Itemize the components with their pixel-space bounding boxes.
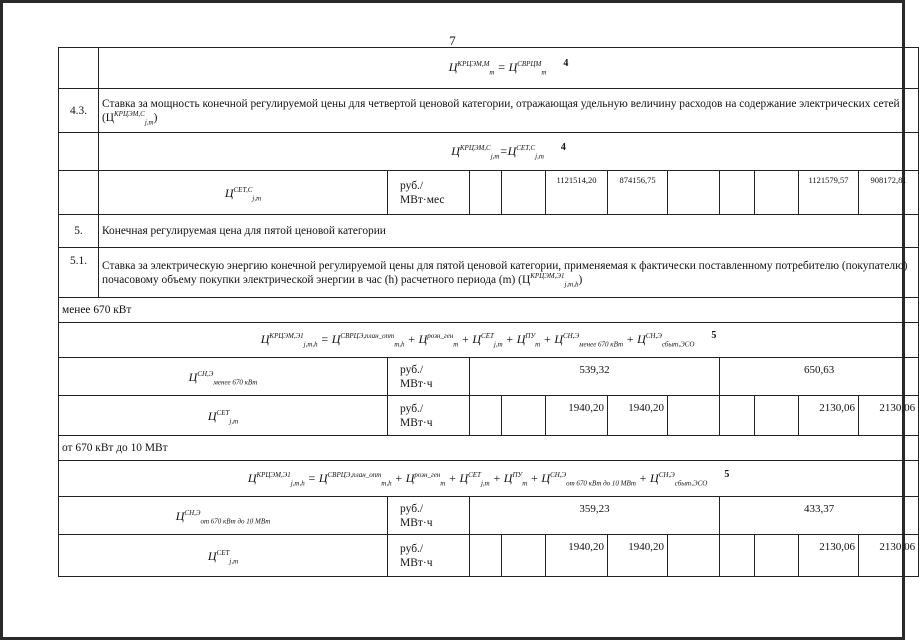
formula-reference: 4 xyxy=(563,58,569,69)
row-number: 5.1. xyxy=(59,248,99,298)
formula-krcem-c: $Ц^{КРЦЭМ,C}_{j,m}=Ц^{СЕТ,C}_{j,m}$ $^4$ xyxy=(99,133,919,171)
value-cell: 1940,20 xyxy=(608,535,668,577)
section-title: менее 670 кВт xyxy=(59,298,919,323)
symbol-set-c: $Ц^{СЕТ,C}_{j,m}$ xyxy=(99,171,388,215)
value-cell: 2130,06 xyxy=(859,535,919,577)
value-cell: 1121514,20 xyxy=(546,171,608,215)
section-title: от 670 кВт до 10 МВт xyxy=(59,436,919,461)
value-cell: 539,32 xyxy=(470,358,720,396)
value-cell: 1940,20 xyxy=(546,535,608,577)
formula-reference: 5 xyxy=(724,468,730,480)
formula-row-b xyxy=(59,461,919,497)
symbol-sn-b: $Ц^{СН,Э}_{от 670 кВт до 10 МВт}$ xyxy=(59,497,388,535)
formula-row-4-3 xyxy=(59,133,919,171)
value-cell: 433,37 xyxy=(720,497,919,535)
table-row-5-1 xyxy=(59,248,919,298)
value-row-sn-a xyxy=(59,358,919,396)
value-cell: 1940,20 xyxy=(608,396,668,436)
symbol-sn-a: $Ц^{СН,Э}_{менее 670 кВт}$ xyxy=(59,358,388,396)
unit-cell: руб./ МВт·ч xyxy=(388,358,470,396)
row-number: 4.3. xyxy=(59,89,99,133)
unit-cell: руб./ МВт·ч xyxy=(388,535,470,577)
formula-krcem-e1-a: $Ц^{КРЦЭМ,Э1}_{j,m,h} = Ц^{СВРЦЭ,план\_опт}_{m,h} + Ц^{розн\_ген}_m + Ц^{СЕТ}_{j,m} + Ц^{ПУ}_m + Ц^{СН,Э}_{менее 670 кВт} + Ц^{СН,Э}_{сбыт,ЭСО}$ $^5$ xyxy=(59,323,919,358)
section-header-a xyxy=(59,298,919,323)
row-description: Ставка за мощность конечной регулируемой цены для четвертой ценовой категории, отражающая удельную величину расходов на содержание электрических сетей $(Ц^{КРЦЭМ,C}_{j,m})$ xyxy=(99,89,919,133)
row-description: Ставка за электрическую энергию конечной регулируемой цены для пятой ценовой категории, применяемая к фактически поставленному потребителю (покупателю) почасовому объему покупки электрической энергии в час (h) расчетного периода (m) $(Ц^{КРЦЭМ,Э1}_{j,m,h})$ xyxy=(99,248,919,298)
row-number: 5. xyxy=(59,215,99,248)
unit-cell: руб./ МВт·ч xyxy=(388,497,470,535)
value-cell: 2130,06 xyxy=(859,396,919,436)
value-row-set-b xyxy=(59,535,919,577)
formula-krcem-m: $Ц^{КРЦЭМ,М}_m = Ц^{СВРЦМ}_m$ $^4$ xyxy=(99,48,919,89)
formula-reference: 5 xyxy=(711,330,717,341)
value-cell: 908172,81 xyxy=(859,171,919,215)
value-cell: 359,23 xyxy=(470,497,720,535)
value-cell: 874156,75 xyxy=(608,171,668,215)
section-header-b xyxy=(59,436,919,461)
value-row-sn-b xyxy=(59,497,919,535)
formula-reference: 4 xyxy=(560,141,566,153)
page-number: 7 xyxy=(449,33,456,48)
value-cell: 2130,06 xyxy=(799,535,859,577)
formula-row-a xyxy=(59,323,919,358)
unit-cell: руб./ МВт·ч xyxy=(388,396,470,436)
value-cell: 2130,06 xyxy=(799,396,859,436)
row-description: Конечная регулируемая цена для пятой ценовой категории xyxy=(99,215,919,248)
value-cell: 650,63 xyxy=(720,358,919,396)
tariff-table xyxy=(58,47,919,577)
formula-row-top xyxy=(59,48,919,89)
formula-krcem-e1-b: $Ц^{КРЦЭМ,Э1}_{j,m,h} = Ц^{СВРЦЭ,план\_опт}_{m,h} + Ц^{розн\_ген}_m + Ц^{СЕТ}_{j,m} + Ц^{ПУ}_m + Ц^{СН,Э}_{от 670 кВт до 10 МВт} + Ц^{СН,Э}_{сбыт,ЭСО}$ $^5$ xyxy=(59,461,919,497)
value-row-set-a xyxy=(59,396,919,436)
symbol-set-b: $Ц^{СЕТ}_{j,m}$ xyxy=(59,535,388,577)
value-row-4-3 xyxy=(59,171,919,215)
unit-cell: руб./ МВт·мес xyxy=(388,171,470,215)
symbol-set-a: $Ц^{СЕТ}_{j,m}$ xyxy=(59,396,388,436)
value-cell: 1940,20 xyxy=(546,396,608,436)
value-cell: 1121579,57 xyxy=(799,171,859,215)
table-row-5 xyxy=(59,215,919,248)
table-row-4-3 xyxy=(59,89,919,133)
